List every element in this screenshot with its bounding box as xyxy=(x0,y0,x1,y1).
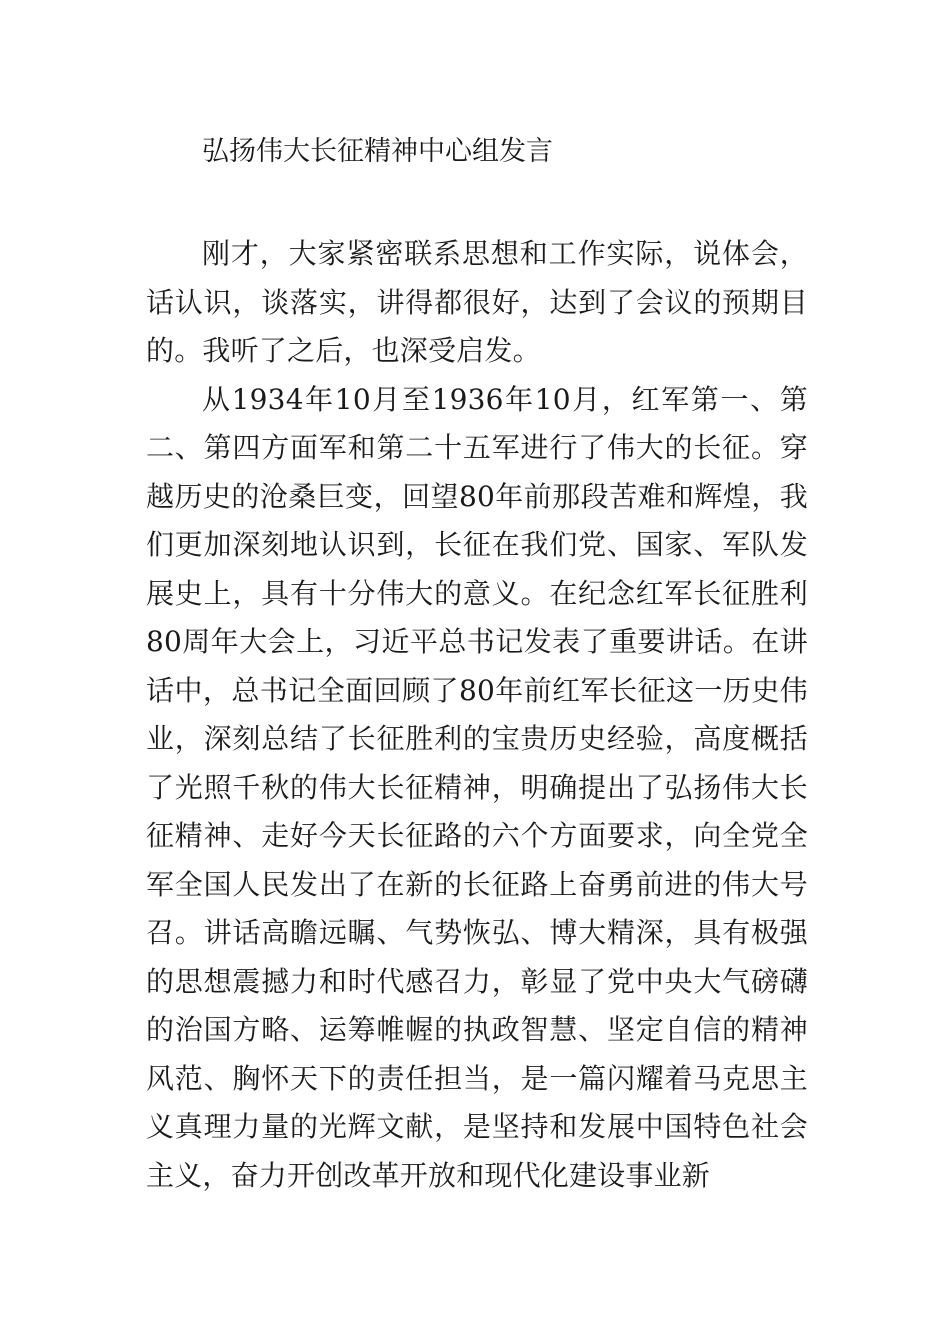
paragraph-opening: 刚才，大家紧密联系思想和工作实际，说体会，话认识，谈落实，讲得都很好，达到了会议的预期目的。我听了之后，也深受启发。 xyxy=(146,237,808,367)
document-body xyxy=(146,230,808,1200)
document-title: 弘扬伟大长征精神中心组发言 xyxy=(202,136,553,167)
paragraph-long-march: 从1934年10月至1936年10月，红军第一、第二、第四方面军和第二十五军进行了伟大的长征。穿越历史的沧桑巨变，回望80年前那段苦难和辉煌，我们更加深刻地认识到，长征在我们党、国家、军队发展史上，具有十分伟大的意义。在纪念红军长征胜利80周年大会上，习近平总书记发表了重要讲话。在讲话中，总书记全面回顾了80年前红军长征这一历史伟业，深刻总结了长征胜利的宝贵历史经验，高度概括了光照千秋的伟大长征精神，明确提出了弘扬伟大长征精神、走好今天长征路的六个方面要求，向全党全军全国人民发出了在新的长征路上奋勇前进的伟大号召。讲话高瞻远瞩、气势恢弘、博大精深，具有极强的思想震撼力和时代感召力，彰显了党中央大气磅礴的治国方略、运筹帷幄的执政智慧、坚定自信的精神风范、胸怀天下的责任担当，是一篇闪耀着马克思主义真理力量的光辉文献，是坚持和发展中国特色社会主义，奋力开创改革开放和现代化建设事业新 xyxy=(146,382,808,1192)
